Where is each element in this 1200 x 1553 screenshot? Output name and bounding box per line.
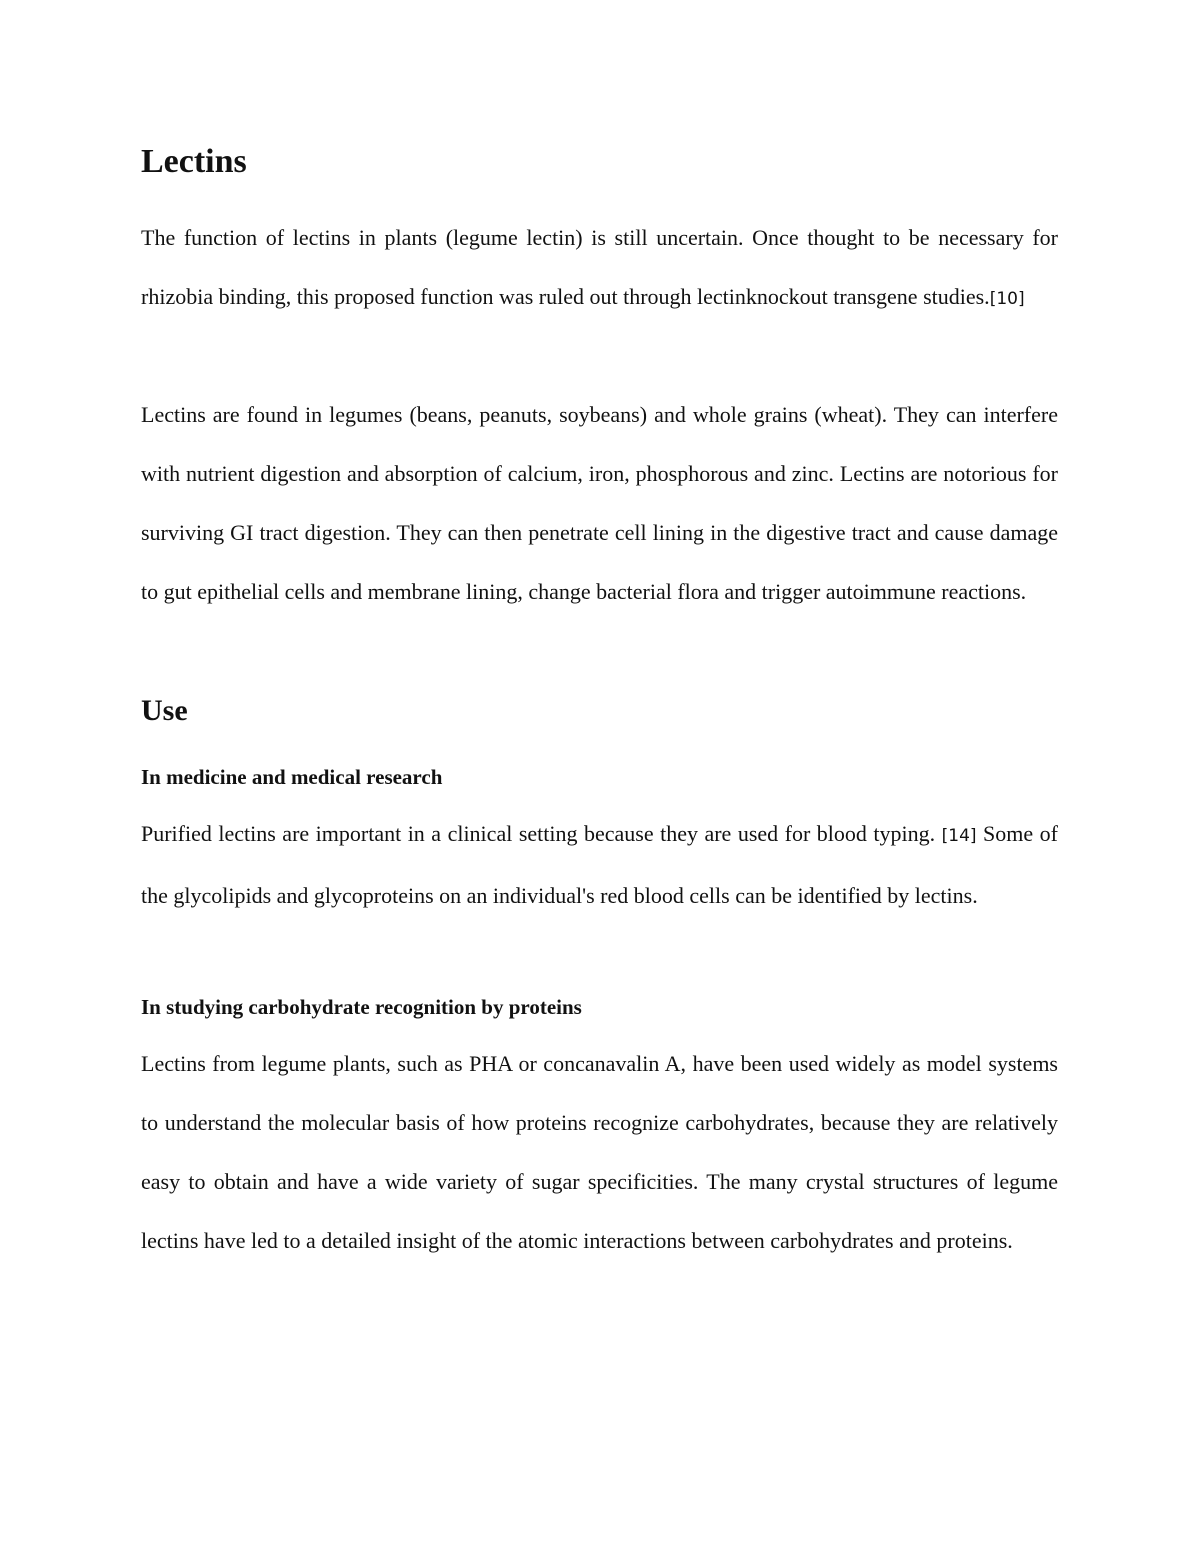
citation-ref-10[interactable]: [10]	[989, 289, 1025, 309]
paragraph-medicine-text-cont: Some of the glycolipids and glycoproteins on an individual's red blood cells can be identified by lectins.	[141, 821, 1058, 908]
page-title: Lectins	[141, 143, 247, 180]
subheading-carbohydrate: In studying carbohydrate recognition by proteins	[141, 995, 582, 1019]
paragraph-medicine	[141, 804, 1058, 925]
citation-ref-14[interactable]: [14]	[941, 826, 977, 846]
paragraph-sources: Lectins are found in legumes (beans, peanuts, soybeans) and whole grains (wheat). They can interfere with nutrient digestion and absorption of calcium, iron, phosphorous and zinc. Lectins are notorious for surviving GI tract digestion. They can then penetrate cell lining in the digestive tract and cause damage to gut epithelial cells and membrane lining, change bacterial flora and trigger autoimmune reactions.	[141, 402, 1058, 604]
section-heading-use: Use	[141, 694, 188, 727]
paragraph-carbohydrate: Lectins from legume plants, such as PHA or concanavalin A, have been used widely as model systems to understand the molecular basis of how proteins recognize carbohydrates, because they are relatively easy to obtain and have a wide variety of sugar specificities. The many crystal structures of legume lectins have led to a detailed insight of the atomic interactions between carbohydrates and proteins.	[141, 1051, 1058, 1253]
subheading-medicine: In medicine and medical research	[141, 765, 443, 789]
paragraph-function	[141, 208, 1058, 329]
paragraph-function-text: The function of lectins in plants (legume lectin) is still uncertain. Once thought to be necessary for rhizobia binding, this proposed function was ruled out through lectinknockout transgene studies.	[141, 225, 1058, 309]
paragraph-medicine-text: Purified lectins are important in a clinical setting because they are used for blood typing.	[141, 821, 936, 846]
